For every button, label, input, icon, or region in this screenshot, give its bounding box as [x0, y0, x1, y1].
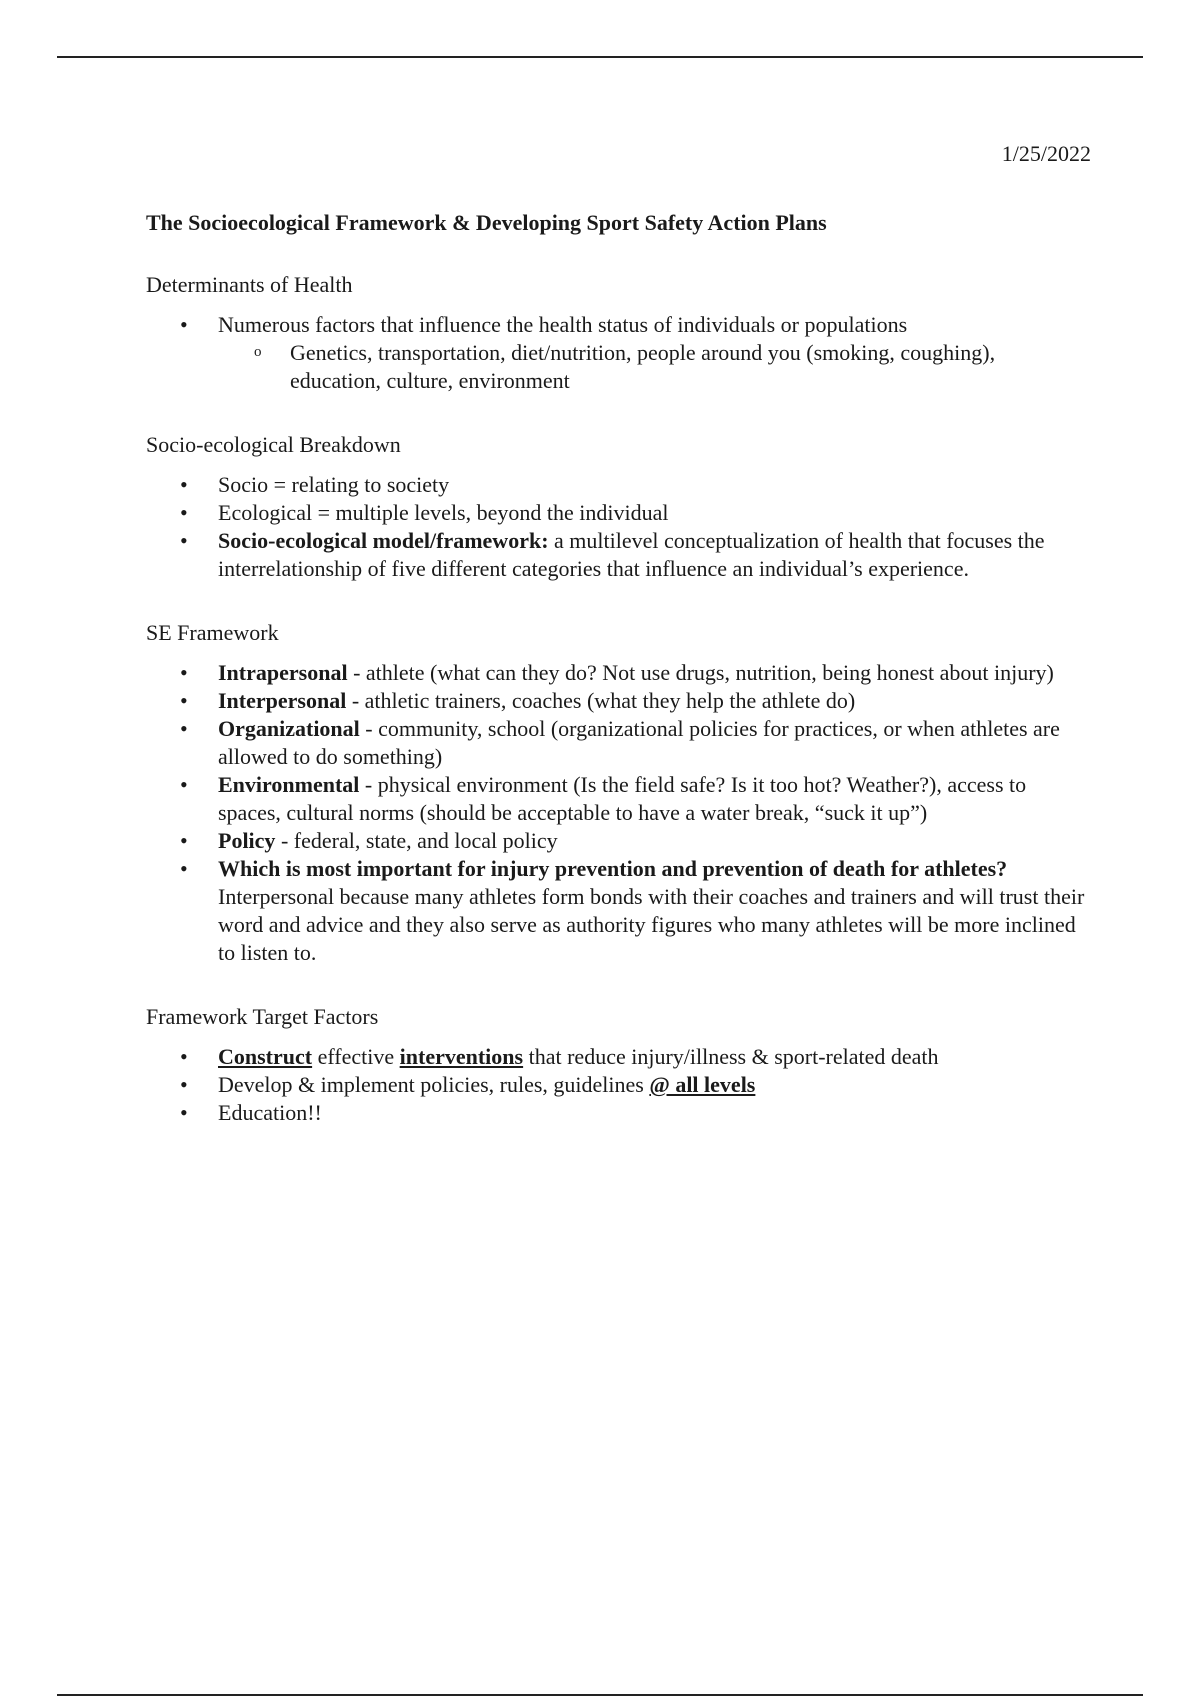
list-item-text: - athletic trainers, coaches (what they help the athlete do) — [346, 688, 856, 713]
sub-list-item: o Genetics, transportation, diet/nutrition, people around you (smoking, coughing), education, culture, environment — [218, 339, 1091, 395]
document-date: 1/25/2022 — [1001, 141, 1091, 166]
list-item — [146, 659, 1091, 687]
underlined-term: @ all levels — [649, 1072, 756, 1097]
list-item-term: Organizational — [218, 716, 360, 741]
list-item — [146, 715, 1091, 771]
list-item — [146, 1071, 1091, 1099]
list-item-text: - community, school (organizational policies for practices, or when athletes are allowed to do something) — [218, 716, 1060, 769]
list-item: • Ecological = multiple levels, beyond the individual — [146, 499, 1091, 527]
list-item: • Socio = relating to society — [146, 471, 1091, 499]
list-item-text: Numerous factors that influence the health status of individuals or populations — [218, 312, 908, 337]
list-item-text: - federal, state, and local policy — [275, 828, 558, 853]
list-item — [146, 687, 1091, 715]
list-item-text: Interpersonal because many athletes form bonds with their coaches and trainers and will trust their word and advice and they also serve as authority figures who many athletes will be more inclined to listen to. — [218, 884, 1085, 965]
list-item — [146, 855, 1091, 967]
list-item-term: Which is most important for injury prevention and prevention of death for athletes? — [218, 856, 1008, 881]
document-title: The Socioecological Framework & Developing Sport Safety Action Plans — [146, 210, 827, 235]
se-framework-list — [146, 659, 1091, 967]
list-item — [146, 771, 1091, 827]
list-item-term: Interpersonal — [218, 688, 347, 713]
target-factors-list — [146, 1043, 1091, 1127]
list-item-text: effective — [312, 1044, 400, 1069]
determinants-list — [146, 311, 1091, 395]
list-item-text: - physical environment (Is the field safe? Is it too hot? Weather?), access to spaces, cultural norms (should be acceptable to have a water break, “suck it up”) — [218, 772, 1027, 825]
list-item: • Education!! — [146, 1099, 1091, 1127]
list-item-text: a multilevel conceptualization of health that focuses the interrelationship of five different categories that influence an individual’s experience. — [218, 528, 1045, 581]
top-rule — [57, 56, 1143, 58]
sub-list — [218, 339, 1091, 395]
underlined-term: interventions — [399, 1044, 524, 1069]
list-item-term: Intrapersonal — [218, 660, 348, 685]
list-item-text: Develop & implement policies, rules, guidelines — [218, 1072, 650, 1097]
section-heading-framework-target-factors: Framework Target Factors — [146, 1004, 379, 1029]
list-item — [146, 827, 1091, 855]
list-item — [146, 1043, 1091, 1071]
section-heading-socio-ecological-breakdown: Socio-ecological Breakdown — [146, 432, 401, 457]
underlined-term: Construct — [218, 1044, 313, 1069]
section-heading-se-framework: SE Framework — [146, 620, 279, 645]
list-item-term: Policy — [218, 828, 276, 853]
list-item — [146, 311, 1091, 395]
list-item-text: - athlete (what can they do? Not use drugs, nutrition, being honest about injury) — [347, 660, 1054, 685]
list-item — [146, 527, 1091, 583]
list-item-term: Socio-ecological model/framework: — [218, 528, 549, 553]
list-item-term: Environmental — [218, 772, 360, 797]
breakdown-list — [146, 471, 1091, 583]
document-page — [146, 140, 1091, 1127]
bottom-rule — [57, 1694, 1143, 1696]
list-item-text: that reduce injury/illness & sport-related death — [523, 1044, 939, 1069]
section-heading-determinants: Determinants of Health — [146, 272, 353, 297]
